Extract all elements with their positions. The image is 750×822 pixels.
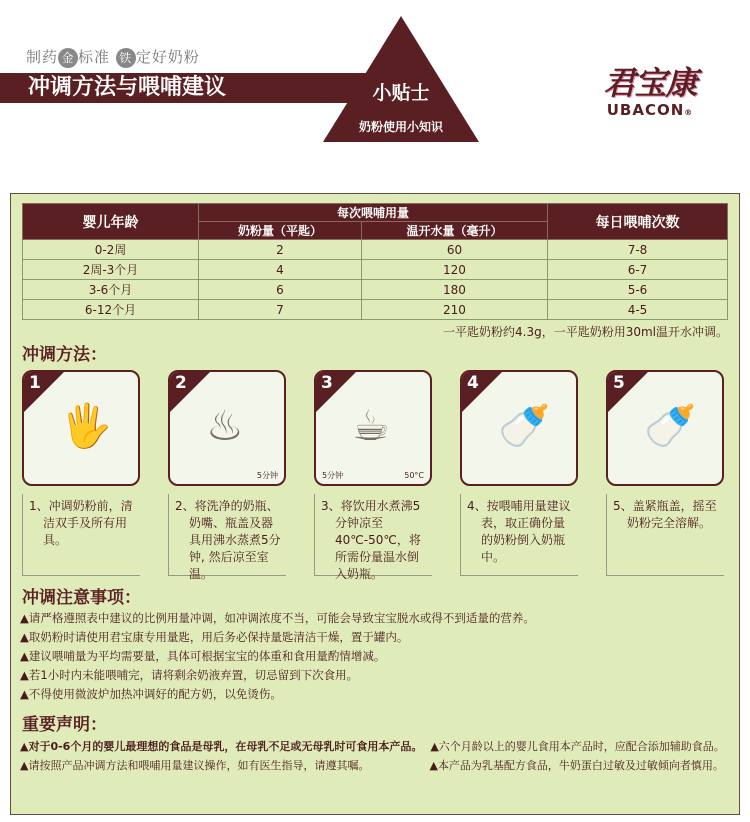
cell: 120 [361,260,547,280]
tip-subtitle: 奶粉使用小知识 [358,120,443,134]
step-number: 2 [175,373,187,393]
cell: 180 [361,280,547,300]
notes-title: 冲调注意事项： [22,588,141,608]
note-item: ▲建议喂哺量为平均需要量，具体可根据宝宝的体重和食用量酌情增减。 [20,649,386,663]
slogan-text: 制药 [26,48,59,66]
method-title: 冲调方法： [22,345,107,365]
cell: 3-6个月 [23,280,199,300]
table-row [23,280,728,300]
header-daily: 每日喂哺次数 [548,204,728,240]
statement-row [20,737,736,756]
note-item: ▲若1小时内未能喂哺完，请将剩余奶液弃置，切忌留到下次食用。 [20,668,359,682]
shake-bottle-icon: 🍼 [644,401,697,450]
step-4-illustration [460,370,578,486]
header-per-feed: 每次喂哺用量 [199,204,548,222]
statement-item: ▲本产品为乳基配方食品，牛奶蛋白过敏及过敏倾向者慎用。 [429,759,724,772]
table-row [23,260,728,280]
registered-mark: ® [684,108,694,117]
step-1-illustration [22,370,140,486]
cell: 7 [199,300,362,320]
step-2-illustration [168,370,286,486]
step-2-caption: 2、将洗净的奶瓶、奶嘴、瓶盖及器具用沸水蒸煮5分钟, 然后凉至室温。 [168,494,286,576]
step-3-illustration [314,370,432,486]
logo-en-text: UBACON [606,101,685,119]
slogan [26,46,200,68]
boiling-pot-icon: ♨ [206,401,244,450]
statement-item: ▲六个月龄以上的婴儿食用本产品时，应配合添加辅助食品。 [430,740,725,753]
statement-item: ▲请按照产品冲调方法和喂哺用量建议操作，如有医生指导，请遵其嘱。 [20,759,370,772]
header-powder: 奶粉量（平匙） [199,222,362,240]
step-5-illustration [606,370,724,486]
logo-en [585,101,715,119]
table-row [23,300,728,320]
note-item: ▲取奶粉时请使用君宝康专用量匙，用后务必保持量匙清洁干燥，置于罐内。 [20,630,409,644]
tip-title: 小贴士 [372,82,430,104]
step-4-caption: 4、按喂哺用量建议表，取正确份量的奶粉倒入奶瓶中。 [460,494,578,576]
statement-list [20,737,736,775]
cell: 6-7 [548,260,728,280]
note-item: ▲不得使用微波炉加热冲调好的配方奶，以免烫伤。 [20,687,282,701]
step-1-caption: 1、冲调奶粉前，清洁双手及所有用具。 [22,494,140,576]
kettle-icon: ☕ [352,401,390,450]
thermometer-label: 50°C [404,471,424,480]
step-5-caption: 5、盖紧瓶盖，摇至奶粉完全溶解。 [606,494,724,576]
cell: 60 [361,240,547,260]
header-age: 婴儿年龄 [23,204,199,240]
step-number: 3 [321,373,333,393]
timer-label: 5分钟 [322,471,344,480]
logo-cn: 君宝康 [603,64,697,102]
cell: 0-2周 [23,240,199,260]
brand-logo [585,65,715,119]
step-number: 5 [613,373,625,393]
scoop-icon: 🍼 [498,401,551,450]
slogan-text: 定好奶粉 [135,48,200,66]
gold-badge: 金 [58,48,78,68]
statement-title: 重要声明： [22,715,107,735]
iron-badge: 铁 [116,48,136,68]
hand-wash-icon: 🖐 [60,401,113,450]
feeding-table [22,203,728,320]
statement-item: ▲对于0-6个月的婴儿最理想的食品是母乳，在母乳不足或无母乳时可食用本产品。 [20,740,423,753]
page-title: 冲调方法与喂哺建议 [28,75,227,100]
cell: 2 [199,240,362,260]
cell: 5-6 [548,280,728,300]
step-number: 4 [467,373,479,393]
cell: 4-5 [548,300,728,320]
cell: 4 [199,260,362,280]
cell: 7-8 [548,240,728,260]
timer-label: 5分钟 [256,471,278,480]
note-item: ▲请严格遵照表中建议的比例用量冲调，如冲调浓度不当，可能会导致宝宝脱水或得不到适量的营养。 [20,611,535,625]
step-number: 1 [29,373,41,393]
cell: 6 [199,280,362,300]
cell: 210 [361,300,547,320]
table-row [23,240,728,260]
header-water: 温开水量（毫升） [361,222,547,240]
cell: 2周-3个月 [23,260,199,280]
step-3-caption: 3、将饮用水煮沸5分钟凉至40℃-50℃，将所需份量温水倒入奶瓶。 [314,494,432,576]
slogan-text: 标准 [78,48,111,66]
scoop-note: 一平匙奶粉约4.3g，一平匙奶粉用30ml温开水冲调。 [443,325,728,339]
statement-row [20,756,736,775]
cell: 6-12个月 [23,300,199,320]
